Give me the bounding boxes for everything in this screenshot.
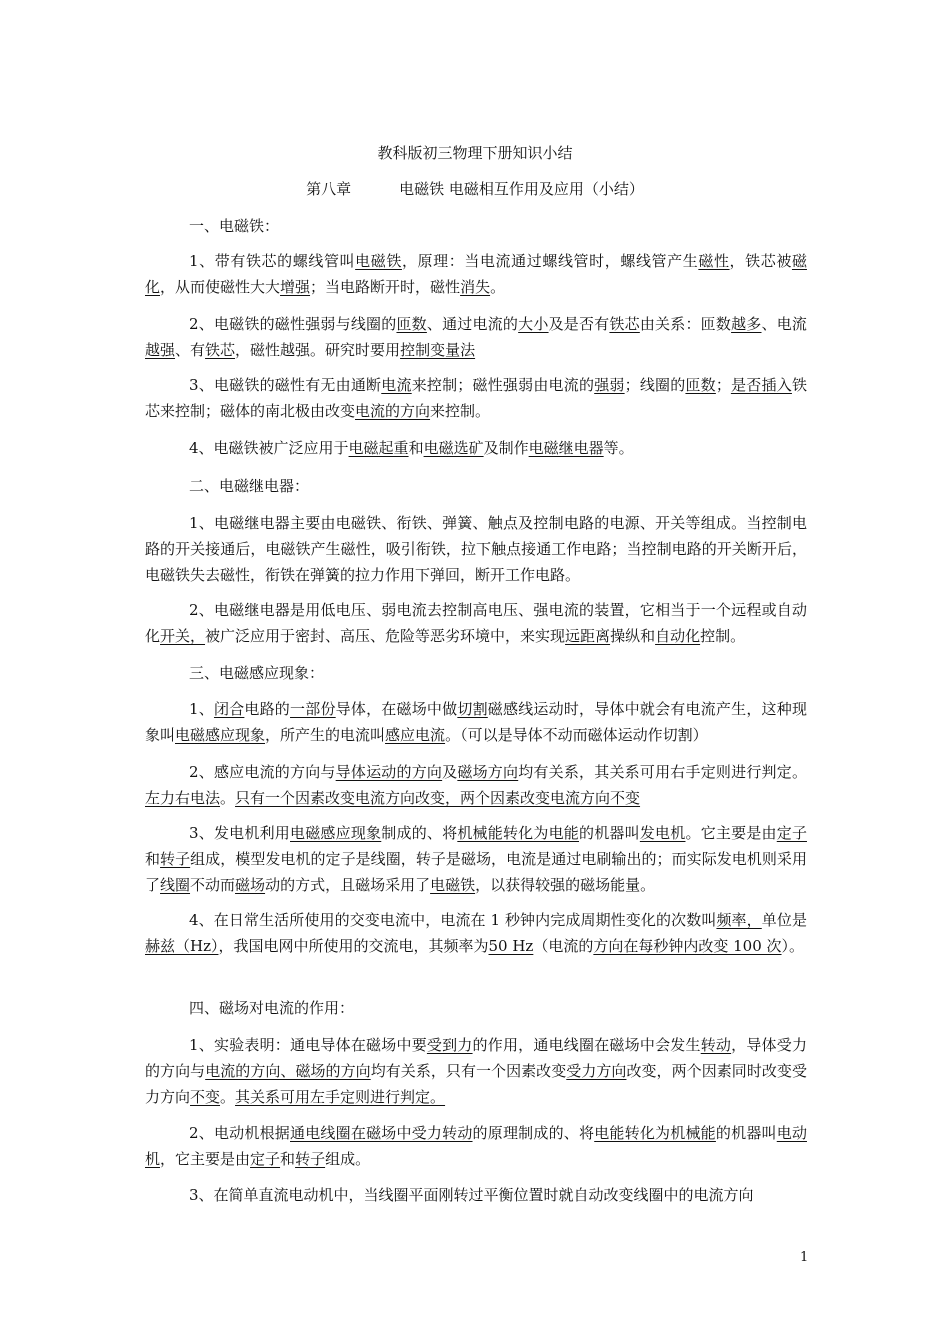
underlined-term: 电磁感应现象 (290, 824, 382, 842)
text-run: 及 (442, 763, 458, 781)
text-run: 电路的 (244, 700, 291, 718)
underlined-term: 是否插入 (730, 376, 792, 394)
underlined-term: 匝数 (685, 376, 716, 394)
chapter-number: 第八章 (306, 180, 352, 198)
underlined-term: 大小 (518, 315, 549, 333)
text-run: 动的方式，且磁场采用了 (265, 876, 431, 894)
text-run: ，原理：当电流通过螺线管时，螺线管产生 (401, 252, 699, 270)
underlined-term: 一部份 (290, 700, 336, 718)
underlined-term: 消失 (460, 278, 491, 296)
underlined-term: 电磁感应现象 (175, 726, 266, 744)
underlined-term: 控制变量法 (400, 341, 476, 359)
text-run: 。它主要是由 (685, 824, 777, 842)
underlined-term: 发电机 (639, 824, 686, 842)
section-heading: 四、磁场对电流的作用： (189, 999, 355, 1017)
text-run: ； (715, 376, 731, 394)
text-run: 和 (280, 1150, 296, 1168)
underlined-term: 转子 (160, 850, 191, 868)
text-run: 的作用，通电线圈在磁场中会发生 (472, 1036, 701, 1054)
underlined-term: 转动 (700, 1036, 732, 1054)
underlined-term: 左力右电法 (145, 789, 221, 807)
underlined-term: 受力方向 (566, 1062, 627, 1080)
text-run: 4、电磁铁被广泛应用于 (189, 439, 349, 457)
text-run: ）。 (781, 937, 805, 955)
text-run: 由关系：匝数 (639, 315, 732, 333)
text-run: 3、电磁铁的磁性有无由通断 (189, 376, 382, 394)
underlined-term: 增强 (280, 278, 311, 296)
underlined-term: 切割 (457, 700, 488, 718)
text-run: 1、实验表明：通电导体在磁场中要 (189, 1036, 427, 1054)
text-run: 。 (220, 789, 236, 807)
underlined-term: 电能转化为机械能 (594, 1124, 716, 1142)
text-run: 组成。 (325, 1150, 371, 1168)
text-run: ，铁芯被 (729, 252, 792, 270)
text-run: 控制。 (700, 627, 746, 645)
underlined-term: 电磁铁 (430, 876, 476, 894)
underlined-term: 定子 (250, 1150, 281, 1168)
underlined-term: 匝数 (396, 315, 427, 333)
text-run: 和 (408, 439, 424, 457)
paragraph (145, 696, 807, 748)
underlined-term: 定子 (776, 824, 807, 842)
underlined-term: 电流的方向、磁场的方向 (205, 1062, 371, 1080)
text-run: 组成，模型发电机的定子是线圈，转子是磁场，电流是通过电刷输出的；而实际发电机则采用了 (145, 850, 807, 894)
text-run: 铁芯来控制；磁体的南北极由改变 (145, 376, 807, 420)
text-run: ，以获得较强的磁场能量。 (475, 876, 656, 894)
text-run: ，导体受力的方向与 (145, 1036, 807, 1080)
underlined-term: 电磁起重 (348, 439, 409, 457)
text-run: ，我国电网中所使用的交流电，其频率为 (218, 937, 489, 955)
underlined-term: 赫兹（Hz） (145, 937, 219, 955)
text-run: ，从而使磁性大大 (160, 278, 281, 296)
paragraph (145, 510, 807, 588)
chapter-heading (0, 178, 950, 199)
underlined-term: 受到力 (426, 1036, 473, 1054)
text-run: 导体，在磁场中做 (335, 700, 458, 718)
underlined-term: 铁芯 (205, 341, 236, 359)
paragraph (145, 597, 807, 649)
text-run: 1、 (189, 700, 214, 718)
underlined-term: 磁场方向 (457, 763, 519, 781)
paragraph (145, 248, 807, 300)
underlined-term: 磁化 (145, 252, 807, 296)
text-run: 1、电磁继电器主要由电磁铁、衔铁、弹簧、触点及控制电路的电源、开关等组成。当控制电路的开关接通后，电磁铁产生磁性，吸引衔铁，拉下触点接通工作电路；当控制电路的开关断开后，电磁铁失去磁性，衔铁在弹簧的拉力作用下弹回，断开工作电路。 (145, 514, 807, 584)
text-run: 2、电磁铁的磁性强弱与线圈的 (189, 315, 397, 333)
underlined-term: 开关， (160, 627, 206, 645)
text-run: 、有 (175, 341, 206, 359)
paragraph (145, 1120, 807, 1172)
underlined-term: 不变 (190, 1088, 221, 1106)
underlined-term: 电动机 (145, 1124, 807, 1168)
text-run: 来控制；磁性强弱由电流的 (411, 376, 595, 394)
text-run: 、通过电流的 (426, 315, 519, 333)
text-run: 2、感应电流的方向与 (189, 763, 336, 781)
underlined-term: 通电线圈在磁场中受力转动 (290, 1124, 473, 1142)
underlined-term: 电磁铁 (355, 252, 402, 270)
text-run: （电流的 (533, 937, 594, 955)
underlined-term: 转子 (295, 1150, 326, 1168)
text-run: 磁感线运动时，导体中就会有电流产生，这种现象叫 (145, 700, 807, 744)
section-heading: 三、电磁感应现象： (189, 664, 325, 682)
text-run: 2、电磁继电器是用低电压、弱电流去控制高电压、强电流的装置，它相当于一个远程或自动化 (145, 601, 807, 645)
text-run: 来控制。 (430, 402, 491, 420)
underlined-term: 自动化 (655, 627, 701, 645)
text-run: 改变，两个因素同时改变受力方向 (145, 1062, 807, 1106)
paragraph (145, 759, 807, 811)
underlined-term: 50 Hz (488, 937, 534, 955)
underlined-term: 电流 (381, 376, 412, 394)
text-run: 操纵和 (610, 627, 656, 645)
text-run: 及是否有 (548, 315, 610, 333)
text-run: 均有关系，只有一个因素改变 (370, 1062, 567, 1080)
underlined-term: 导体运动的方向 (335, 763, 443, 781)
underlined-term: 电磁继电器 (528, 439, 604, 457)
text-run: 的机器叫 (579, 824, 640, 842)
section-heading: 二、电磁继电器： (189, 477, 310, 495)
underlined-term: 强弱 (594, 376, 625, 394)
text-run: 、电流 (761, 315, 807, 333)
text-run: ；线圈的 (624, 376, 686, 394)
paragraph (145, 435, 807, 461)
underlined-term: 频率， (716, 911, 762, 929)
underlined-term: 电磁选矿 (423, 439, 484, 457)
text-run: 单位是 (761, 911, 807, 929)
text-run: 等。 (603, 439, 634, 457)
text-run: 的机器叫 (715, 1124, 777, 1142)
text-run: ，磁性越强。研究时要用 (235, 341, 401, 359)
text-run: 和 (145, 850, 161, 868)
paragraph (145, 311, 807, 363)
underlined-term: 方向在每秒钟内改变 100 次 (593, 937, 782, 955)
underlined-term: 远距离 (565, 627, 611, 645)
text-run: 不动而 (190, 876, 236, 894)
text-run: 4、在日常生活所使用的交变电流中，电流在 1 秒钟内完成周期性变化的次数叫 (189, 911, 717, 929)
underlined-term: 越多 (731, 315, 762, 333)
underlined-term: 其关系可用左手定则进行判定。 (235, 1088, 446, 1106)
underlined-term: 越强 (145, 341, 176, 359)
underlined-term: 感应电流 (385, 726, 446, 744)
text-run: ；当电路断开时，磁性 (310, 278, 461, 296)
text-run: 。（可以是导体不动而磁体运动作切割） (445, 726, 708, 744)
underlined-term: 只有一个因素改变电流方向改变，两个因素改变电流方向不变 (235, 789, 641, 807)
underlined-term: 磁性 (698, 252, 730, 270)
text-run: ，所产生的电流叫 (265, 726, 386, 744)
text-run: 3、发电机利用 (189, 824, 291, 842)
underlined-term: 电流的方向 (355, 402, 431, 420)
text-run: 2、电动机根据 (189, 1124, 291, 1142)
text-run: ，它主要是由 (160, 1150, 251, 1168)
paragraph (145, 1032, 807, 1110)
underlined-term: 闭合 (213, 700, 245, 718)
underlined-term: 磁场 (235, 876, 266, 894)
paragraph (145, 907, 807, 959)
underlined-term: 铁芯 (609, 315, 640, 333)
underlined-term: 线圈 (160, 876, 191, 894)
text-run: 。 (490, 278, 506, 296)
text-run: 的原理制成的、将 (472, 1124, 595, 1142)
page-number: 1 (800, 1250, 809, 1265)
paragraph (145, 372, 807, 424)
text-run: 及制作 (483, 439, 529, 457)
underlined-term: 机械能转化为电能 (457, 824, 579, 842)
text-run: 被广泛应用于密封、高压、危险等恶劣环境中，来实现 (205, 627, 566, 645)
text-run: 制成的、将 (381, 824, 458, 842)
text-run: 。 (220, 1088, 236, 1106)
paragraph (145, 1182, 807, 1208)
paragraph (145, 820, 807, 898)
text-run: 均有关系，其关系可用右手定则进行判定。 (518, 763, 807, 781)
section-heading: 一、电磁铁： (189, 217, 280, 235)
text-run: 3、在简单直流电动机中，当线圈平面刚转过平衡位置时就自动改变线圈中的电流方向 (189, 1186, 754, 1204)
document-title: 教科版初三物理下册知识小结 (377, 144, 573, 162)
chapter-name: 电磁铁 电磁相互作用及应用（小结） (399, 180, 644, 198)
text-run: 1、带有铁芯的螺线管叫 (189, 252, 356, 270)
